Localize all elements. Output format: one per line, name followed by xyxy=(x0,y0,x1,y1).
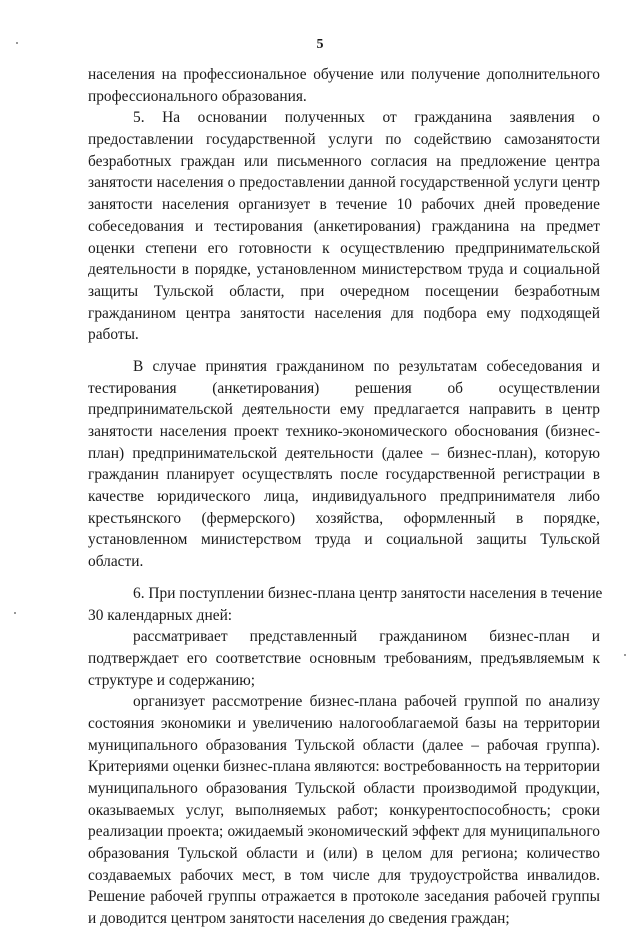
page-number: 5 xyxy=(316,37,324,52)
text-line: качестве юридического лица, индивидуального предпринимателя либо xyxy=(88,488,600,506)
document-body xyxy=(88,64,603,930)
scan-speck xyxy=(14,612,16,614)
text-line: области. xyxy=(88,553,144,571)
text-line: муниципального образования Тульской области производимой продукции, xyxy=(88,780,600,797)
text-line: и доводится центром занятости населения до сведения граждан; xyxy=(88,910,510,928)
text-line: рассматривает представленный гражданином бизнес-план и xyxy=(133,628,600,646)
text-line: муниципального образования Тульской области (далее – рабочая группа). xyxy=(88,736,600,754)
text-line: занятости населения проект технико-экономического обоснования (бизнес- xyxy=(88,423,600,440)
text-line: образования Тульской области и (или) в целом для региона; количество xyxy=(88,845,600,863)
text-line: оказываемых услуг, выполняемых работ; конкурентоспособность; сроки xyxy=(88,801,600,819)
text-line: занятости населения о предоставлении данной государственной услуги центр xyxy=(88,174,600,192)
text-line: план) предпринимательской деятельности (далее – бизнес-план), которую xyxy=(88,444,600,462)
text-line: предпринимательской деятельности ему предлагается направить в центр xyxy=(88,401,600,419)
text-line: предоставлении государственной услуги по содействию самозанятости xyxy=(88,131,600,149)
text-line: профессионального образования. xyxy=(88,87,307,105)
text-line: подтверждает его соответствие основным требованиям, предъявляемым к xyxy=(88,649,600,667)
text-line: тестирования (анкетирования) решения об осуществлении xyxy=(88,379,600,397)
text-line: гражданином центра занятости населения для подбора ему подходящей xyxy=(88,304,600,322)
text-line: крестьянского (фермерского) хозяйства, оформленный в порядке, xyxy=(88,509,600,527)
text-line: В случае принятия гражданином по результатам собеседования и xyxy=(133,357,600,375)
text-line: гражданин планирует осуществлять после государственной регистрации в xyxy=(88,466,600,484)
text-line: 5. На основании полученных от гражданина заявления о xyxy=(133,109,600,127)
scan-speck xyxy=(624,654,626,656)
text-line: создаваемых рабочих мест, в том числе для трудоустройства инвалидов. xyxy=(88,866,600,884)
text-line: реализации проекта; ожидаемый экономический эффект для муниципального xyxy=(88,823,600,841)
text-line: Критериями оценки бизнес-плана являются: востребованность на территории xyxy=(88,758,600,776)
text-line: 6. При поступлении бизнес-плана центр занятости населения в течение xyxy=(133,584,603,602)
text-line: оценки степени его готовности к осуществлению предпринимательской xyxy=(88,239,600,257)
text-line: населения на профессиональное обучение или получение дополнительного xyxy=(88,66,600,83)
text-line: защиты Тульской области, при очередном посещении безработным xyxy=(88,282,600,300)
text-line: работы. xyxy=(88,326,139,344)
text-line: безработных граждан или письменного согласия на предложение центра xyxy=(88,152,600,170)
text-line: деятельности в порядке, установленном министерством труда и социальной xyxy=(88,261,600,279)
text-line: установленном министерством труда и социальной защиты Тульской xyxy=(88,531,600,549)
text-line: организует рассмотрение бизнес-плана рабочей группой по анализу xyxy=(133,693,600,711)
text-line: 30 календарных дней: xyxy=(88,606,233,624)
text-line: собеседования и тестирования (анкетирования) гражданина на предмет xyxy=(88,217,600,235)
text-line: состояния экономики и увеличению налогооблагаемой базы на территории xyxy=(88,714,600,732)
scan-speck xyxy=(16,42,18,44)
text-line: структуре и содержанию; xyxy=(88,671,256,689)
text-line: занятости населения организует в течение 10 рабочих дней проведение xyxy=(88,196,600,214)
text-line: Решение рабочей группы отражается в протоколе заседания рабочей группы xyxy=(88,888,600,906)
